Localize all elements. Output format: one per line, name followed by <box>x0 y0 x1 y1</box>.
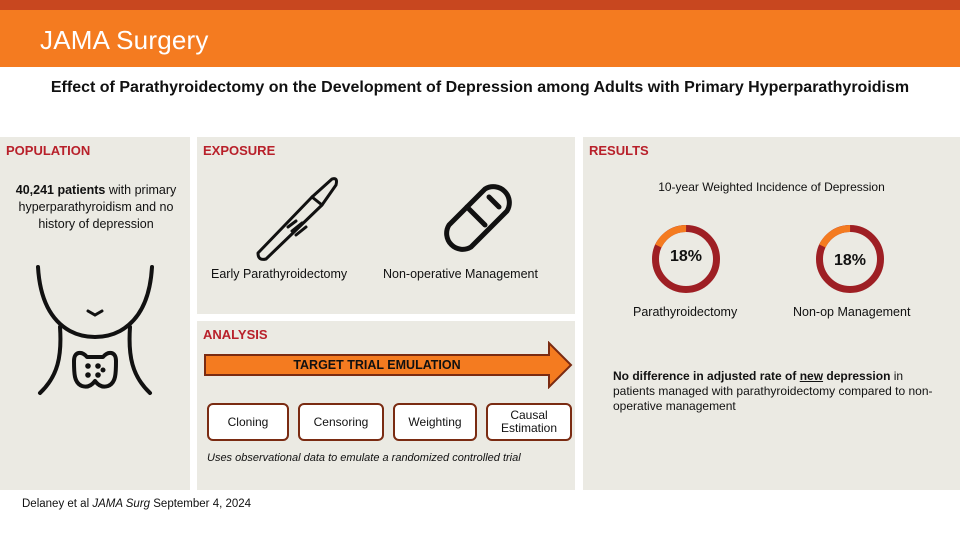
results-conclusion <box>613 369 943 414</box>
scalpel-icon <box>252 175 342 261</box>
conclusion-post: depression <box>823 369 891 383</box>
caption-parathyroidectomy: Parathyroidectomy <box>633 305 738 319</box>
analysis-panel <box>197 321 575 490</box>
exposure-label: EXPOSURE <box>203 143 276 158</box>
analysis-label: ANALYSIS <box>203 327 268 342</box>
step-causal-estimation: Causal Estimation <box>486 403 572 441</box>
page-title: Effect of Parathyroidectomy on the Development of Depression among Adults with Primary Hyperparathyroidism <box>50 79 910 96</box>
conclusion-rest: in patients managed with parathyroidectomy compared to non-operative management <box>613 369 933 413</box>
conclusion-underlined: new <box>799 369 824 383</box>
caption-nonop: Non-op Management <box>793 305 911 319</box>
exposure-caption-nonop: Non-operative Management <box>383 267 538 281</box>
citation-date: September 4, 2024 <box>150 498 252 510</box>
step-weighting: Weighting <box>393 403 477 441</box>
citation-journal: JAMA Surg <box>92 498 151 510</box>
neck-thyroid-icon <box>30 261 160 401</box>
step-cloning: Cloning <box>207 403 289 441</box>
top-accent-strip <box>0 0 960 10</box>
population-label: POPULATION <box>6 143 91 158</box>
results-panel <box>583 137 960 490</box>
analysis-note: Uses observational data to emulate a randomized controlled trial <box>207 452 521 464</box>
population-description <box>6 182 186 233</box>
results-subtitle: 10-year Weighted Incidence of Depression <box>658 180 885 194</box>
value-nonop: 18% <box>833 252 867 269</box>
citation <box>22 498 251 510</box>
exposure-caption-surgery: Early Parathyroidectomy <box>211 267 348 281</box>
population-count: 40,241 patients <box>15 183 106 197</box>
population-criteria: with primary hyperparathyroidism and no history of depression <box>18 183 177 231</box>
population-panel <box>0 137 190 490</box>
journal-name: JAMA Surgery <box>40 25 209 55</box>
citation-authors: Delaney et al <box>22 498 93 510</box>
value-parathyroidectomy: 18% <box>669 248 703 265</box>
results-label: RESULTS <box>589 143 649 158</box>
pill-icon <box>435 175 523 257</box>
exposure-panel <box>197 137 575 314</box>
target-trial-label: TARGET TRIAL EMULATION <box>293 358 461 372</box>
conclusion-pre: No difference in adjusted rate of <box>613 369 800 383</box>
step-censoring: Censoring <box>298 403 384 441</box>
